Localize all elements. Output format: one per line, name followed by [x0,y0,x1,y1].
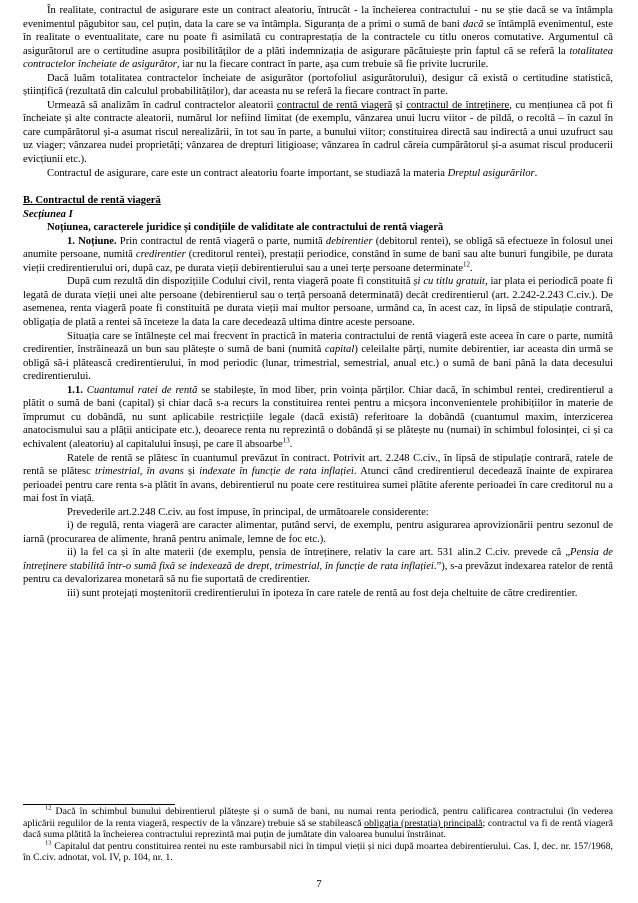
text-run: Capitalul dat pentru constituirea rentei nu este rambursabil nici în timpul vieții și nici după moartea debirentierului. Cas. I, dec. nr. 157/1968, în C.civ. adnotat, vol. IV, p. 104, nr. 1. [23,840,613,864]
paragraph [23,99,613,167]
emphasis: Pensia de întreținere stabilită într-o sumă fixă se indexează de drept, trimestrial, în funcție de rata inflației [23,547,613,572]
emphasis: trimestrial, în avans [95,466,184,478]
emphasis: Dreptul asigurărilor [447,167,535,179]
text-run: Ratele de rentă se plătesc în cuantumul prevăzut în contract. Potrivit art. 2.248 C.civ., în lipsă de stipulație contrară, ratele de rentă se plătesc [23,452,613,478]
underlined-term: obligația (prestația) principală [364,817,483,829]
section-heading [23,194,613,208]
text-run: se întâmplă evenimentul, este în realitate o eventualitate, care nu poate fi asimilată cu contraprestația de la contractele cu titlu oneros comutative. Argumentul că asigurătorul are o certitudine asupra posibilităților de a plăti indemnizația de asigurare păcătuiește prin faptul că se referă la [23,18,613,57]
paragraph [23,4,613,72]
text-run: (debitorul rentei), se obligă să efectueze în folosul unei anumite persoane, numită [23,235,613,261]
emphasis: Cuantumul ratei de rentă [86,384,198,396]
text-run: , cu mențiunea că pot fi încheiate și alte contracte aleatorii, numărul lor nefiind limitat (de exemplu, vânzarea unui lucru viitor - de pildă, o recoltă – în cazul în care cumpărătorul și-a asumat riscul nerealizării, în tot sau în parte, a bunului viitor; constituirea directă sau indirectă a unui uzufruct sau uz viager; vânzarea nudei proprietăți; vânzarea de drepturi litigioase; vânzarea în cadrul căreia cumpărătorul și-a asumat riscul producerii evicțiunii etc.). [23,99,613,166]
emphasis: credirentier [135,249,186,261]
text-run: (creditorul rentei), prestații periodice, constând în sume de bani sau alte bunuri fungibile, pe durata vieții credirentierului ori, după caz, pe durata vieții debirentierului sau a unei terțe persoane determinate [23,249,614,274]
text-run: se stabilește, în mod liber, prin voința părților. Chiar dacă, în schimbul rentei, credirentierul a plătit o sumă de bani (capital) și chiar dacă s-a recurs la constituirea rentei pentru a micșora inconvenientele prohibițiilor în materie de împrumut cu dobândă, nu sunt aplicabile restricțiile legale (dacă există) referitoare la dobândă (cuantumul maxim, interzicerea anatocismului sau a plății anticipate etc.), deoarece renta nu reprezintă o dobândă și se plătește nu (numai) în schimbul folosinței, ci și ca echivalent (aleatoriu) al capitalului însuși, pe care îl absoarbe [23,384,614,450]
subsection-heading [23,208,613,222]
emphasis: și cu titlu gratuit [413,276,485,288]
underlined-term: contractul de întreținere [406,99,510,111]
text-run: . [470,262,473,274]
list-item: iii) sunt protejați moștenitorii credirentierului în ipoteza în care ratele de rentă au fost deja cheltuite de către credirentier. [67,587,578,599]
subsection-title: Secțiunea I [23,208,73,220]
text-run: ) celeilalte părți, numite debirentier, iar aceasta din urmă se obligă să-i plătească credirentierului, în mod periodic (lunar, trimestrial, semestrial, anual etc.) o sumă de bani până la data decesului credirentierului. [23,344,613,383]
list-item: i) de regulă, renta viageră are caracter alimentar, putând servi, de exemplu, pentru asigurarea aprovizionării pentru sezonul de iarnă (procurarea de alimente, hrană pentru animale, lemne de foc etc.). [23,520,613,545]
text-run: , iar nu la fiecare contract în parte, așa cum trebuie să fie privite lucrurile. [176,59,489,71]
text-run: Urmează să analizăm în cadrul contractelor aleatorii [47,99,277,111]
underlined-term: contractul de rentă viageră [276,99,393,111]
paragraph [23,275,613,329]
paragraph [23,384,613,452]
emphasis: debirentier [325,235,373,247]
list-item [23,546,613,587]
footnote-ref[interactable]: 13 [282,436,290,445]
footnote-ref[interactable]: 12 [463,260,471,269]
emphasis: totalitatea contractelor încheiate de asigurător [23,45,613,71]
paragraph [23,330,613,384]
text-run: ; contractul va fi de rentă viageră dacă suma plătită la încheierea contractului reprezintă mai puțin de jumătate din valoarea bunului înstrăinat. [23,817,613,841]
paragraph [23,167,613,181]
emphasis: dacă [462,18,484,30]
paragraph: Dacă luăm totalitatea contractelor încheiate de asigurător (portofoliul asigurătorului), desigur că există o certitudine statistică, științifică (rezultată din calculul probabilităților), dar aceasta nu se referă la fiecare contract în parte. [23,72,613,98]
item-number: 1. Noțiune. [67,235,117,247]
text-run: ii) la fel ca și în alte materii (de exemplu, pensia de întreținere, relativ la care art. 531 alin.2 C.civ. prevede că „ [67,547,571,559]
emphasis: indexate în funcție de rata inflației [199,466,354,478]
text-run: și [183,466,200,478]
chapter-heading: Noțiunea, caracterele juridice și condițiile de validitate ale contractului de rentă viageră [47,222,444,234]
text-run: . [289,438,293,450]
paragraph [23,452,613,506]
item-number: 1.1. [67,384,83,396]
section-title: B. Contractul de rentă viageră [23,195,161,207]
text-run: Prin contractul de rentă viageră o parte, numită [116,235,326,247]
text-run: După cum rezultă din dispozițiile Codului civil, renta viageră poate fi constituită [67,276,414,288]
paragraph [23,235,613,276]
paragraph: Prevederile art.2.248 C.civ. au fost impuse, în principal, de următoarele considerente: [67,506,429,518]
text-run: Dacă în schimbul bunului debirentierul plătește și o sumă de bani, nu numai renta periodică, pentru calificarea contractului (în vederea aplicării regulilor de la renta viageră, respectiv de la vânzare) trebuie să se stabilească [23,806,613,829]
text-run: și [392,99,407,111]
text-run: .”), s-a prevăzut indexarea ratelor de rentă pentru ca devalorizarea monetară să nu fie suportată de credirentier. [23,560,613,586]
text-run: . [534,167,538,179]
text-run: În realitate, contractul de asigurare este un contract aleatoriu, întrucât - la încheierea contractului - nu se știe dacă se va întâmpla evenimentul păgubitor sau, cel puțin, data la care se va întâmpla. Siguranța de a primi o sumă de bani [23,5,613,30]
footnote [23,806,613,841]
footnote [23,841,613,864]
footnotes [23,806,613,864]
emphasis: capital [324,344,355,356]
footnote-number: 12 [45,804,52,812]
text-run: , iar plata ei periodică poate fi legată de durata vieții unei alte persoane (debirentierul sau o terță persoană determinată) decât credirentierul (art. 2.242-2.243 C.civ.). De asemenea, renta viageră poate fi constituită pe durata vieții mai multor persoane, urmând ca, în acest caz, în lipsă de stipulație contrară, obligația de plată a rentei să înceteze la data la care decedează ultima dintre aceste persoane. [23,276,613,329]
text-run: . Atunci când credirentierul decedează înainte de expirarea perioadei pentru care renta s-a plătit în avans, debirentierul nu poate cere restituirea sumei plătite aferente perioadei în care creditorul nu a mai fost în viață. [23,466,613,505]
page-number: 7 [316,879,322,890]
footnote-number: 13 [45,839,52,847]
text-run: Situația care se întâlnește cel mai frecvent în practică în materia contractului de rentă viageră este aceea în care o parte, numită credirentier, înstrăinează un bun sau plătește o sumă de bani (numită [23,330,613,356]
text-run: Contractul de asigurare, care este un contract aleatoriu foarte important, se studiază la materia [47,167,448,179]
main-text [23,4,613,601]
